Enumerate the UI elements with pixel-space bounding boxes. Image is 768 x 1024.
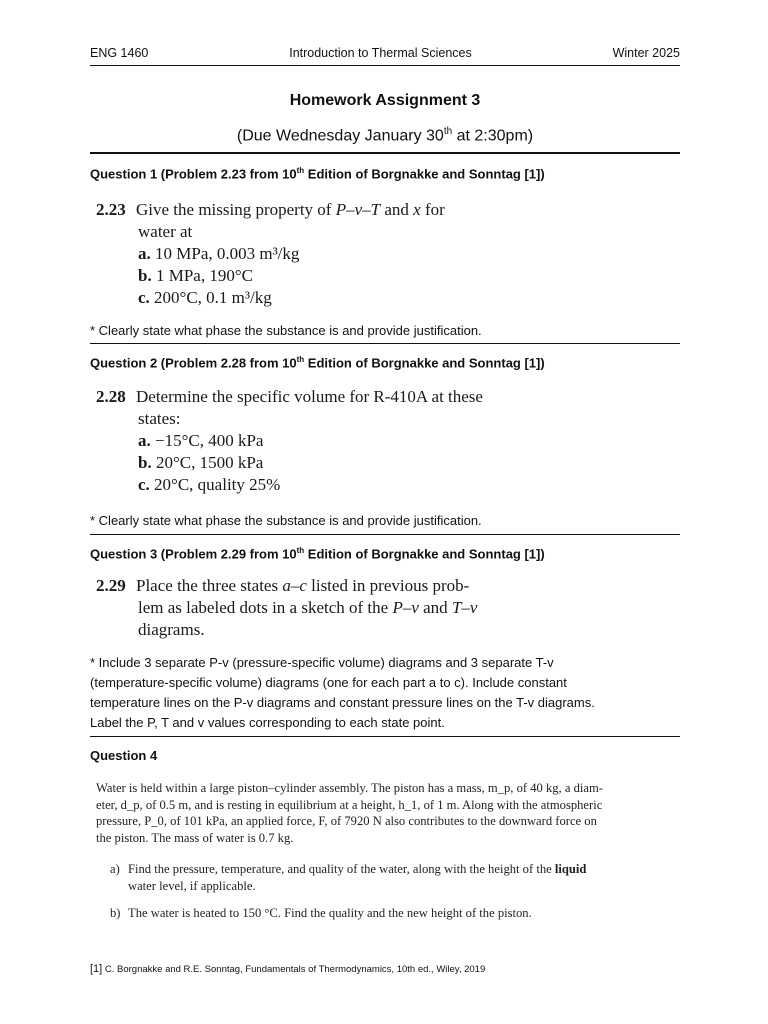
item-text: 1 MPa, 190°C <box>155 266 253 285</box>
item-text: 10 MPa, 0.003 m³/kg <box>155 244 300 263</box>
page-header <box>90 46 680 60</box>
q2-item-a <box>96 430 483 452</box>
item-label: c. <box>138 288 150 307</box>
title-divider <box>90 152 680 154</box>
problem-number: 2.29 <box>96 576 126 595</box>
due-sup: th <box>443 126 453 137</box>
q1-head-b: Edition of Borgnakke and Sonntag [1]) <box>304 166 545 182</box>
item-text: 20°C, quality 25% <box>154 475 281 494</box>
q4b-line1: The water is heated to 150 °C. Find the quality and the new height of the piston. <box>128 906 532 920</box>
q3-line2-a: lem as labeled dots in a sketch of the <box>138 598 393 617</box>
q4-para-line: the piston. The mass of water is 0.7 kg. <box>96 830 294 845</box>
q4-part-a <box>110 861 676 894</box>
q1-head-sup: th <box>296 166 305 175</box>
q4-para-line: eter, d_p, of 0.5 m, and is resting in equilibrium at a height, h_1, of 1 m. Along with the atmospheric <box>96 797 603 812</box>
term: Winter 2025 <box>612 46 680 60</box>
part-label: a) <box>110 862 120 876</box>
q3-line1-a: Place the three states <box>136 576 283 595</box>
problem-number: 2.28 <box>96 387 126 406</box>
due-date <box>90 126 680 145</box>
problem-number: 2.23 <box>96 200 126 219</box>
q2-head-b: Edition of Borgnakke and Sonntag [1]) <box>304 355 545 371</box>
item-text: 20°C, 1500 kPa <box>155 453 264 472</box>
problem-2-29 <box>96 575 477 641</box>
q1-item-c <box>96 287 445 309</box>
question-2-heading <box>90 355 680 370</box>
q4-para-line: Water is held within a large piston–cylinder assembly. The piston has a mass, m_p, of 40 kg, a diam- <box>96 781 603 795</box>
q2-item-c <box>96 474 483 496</box>
item-label: a. <box>138 244 151 263</box>
item-text: −15°C, 400 kPa <box>155 431 264 450</box>
q3-line1-var: a–c <box>282 576 307 595</box>
q1-line1-c: for <box>420 200 445 219</box>
item-label: b. <box>138 266 152 285</box>
question-4-heading: Question 4 <box>90 748 158 763</box>
q1-line2: water at <box>138 222 193 241</box>
q3-head-sup: th <box>296 546 305 555</box>
question-3-heading <box>90 546 680 561</box>
q3-note-line: (temperature-specific volume) diagrams (one for each part a to c). Include constant <box>90 675 567 690</box>
q4-part-b <box>110 905 676 922</box>
q1-line1-a: Give the missing property of <box>136 200 336 219</box>
q1-line1-var: P–v–T <box>335 200 381 219</box>
q3-note <box>90 653 680 733</box>
q1-item-a <box>96 243 445 265</box>
due-prefix: (Due Wednesday January 30 <box>236 127 444 145</box>
q3-line3: diagrams. <box>138 620 205 639</box>
q4a-line1: Find the pressure, temperature, and quality of the water, along with the height of the <box>128 862 555 876</box>
q3-divider <box>90 736 680 737</box>
q3-head-b: Edition of Borgnakke and Sonntag [1]) <box>304 546 545 562</box>
q3-line2-b: and <box>418 598 452 617</box>
problem-2-28 <box>96 386 483 496</box>
q3-line1-b: listed in previous prob- <box>306 576 470 595</box>
q4a-bold: liquid <box>554 862 587 876</box>
course-title: Introduction to Thermal Sciences <box>289 46 472 60</box>
due-suffix: at 2:30pm) <box>452 127 534 145</box>
q3-head-a: Question 3 (Problem 2.29 from 10 <box>90 546 297 562</box>
item-label: b. <box>138 453 152 472</box>
q1-note: * Clearly state what phase the substance is and provide justification. <box>90 323 482 338</box>
course-code: ENG 1460 <box>90 46 149 60</box>
q4-para-line: pressure, P_0, of 101 kPa, an applied force, F, of 7920 N also contributes to the downward force on <box>96 814 597 828</box>
part-label: b) <box>110 906 121 920</box>
assignment-title: Homework Assignment 3 <box>289 92 481 109</box>
q1-line1-x: x <box>413 200 421 219</box>
q3-line2 <box>96 597 477 619</box>
question-1-heading <box>90 166 680 181</box>
item-text: 200°C, 0.1 m³/kg <box>154 288 272 307</box>
q2-line2: states: <box>138 409 181 428</box>
q4-paragraph <box>96 780 676 846</box>
item-label: c. <box>138 475 150 494</box>
q1-head-a: Question 1 (Problem 2.23 from 10 <box>90 166 297 182</box>
header-divider <box>90 65 680 66</box>
q1-item-b <box>96 265 445 287</box>
q2-head-a: Question 2 (Problem 2.28 from 10 <box>90 355 297 371</box>
q3-note-line: temperature lines on the P-v diagrams and constant pressure lines on the T-v diagrams. <box>90 695 595 710</box>
q3-note-line: * Include 3 separate P-v (pressure-specific volume) diagrams and 3 separate T-v <box>90 655 554 670</box>
q2-divider <box>90 534 680 535</box>
item-label: a. <box>138 431 151 450</box>
footnote <box>90 963 485 975</box>
q2-line1: Determine the specific volume for R-410A at these <box>136 387 483 406</box>
footnote-text: C. Borgnakke and R.E. Sonntag, Fundamentals of Thermodynamics, 10th ed., Wiley, 2019 <box>102 964 486 975</box>
q2-note: * Clearly state what phase the substance is and provide justification. <box>90 513 482 528</box>
q3-note-line: Label the P, T and v values corresponding to each state point. <box>90 715 445 730</box>
q1-divider <box>90 343 680 344</box>
q2-head-sup: th <box>296 355 305 364</box>
q3-line2-var2: T–v <box>451 598 478 617</box>
q3-line2-var1: P–v <box>392 598 419 617</box>
problem-2-23 <box>96 199 445 309</box>
q2-item-b <box>96 452 483 474</box>
q4a-line2: water level, if applicable. <box>128 878 256 893</box>
footnote-number: [1] <box>90 963 103 975</box>
q1-line1-b: and <box>380 200 414 219</box>
